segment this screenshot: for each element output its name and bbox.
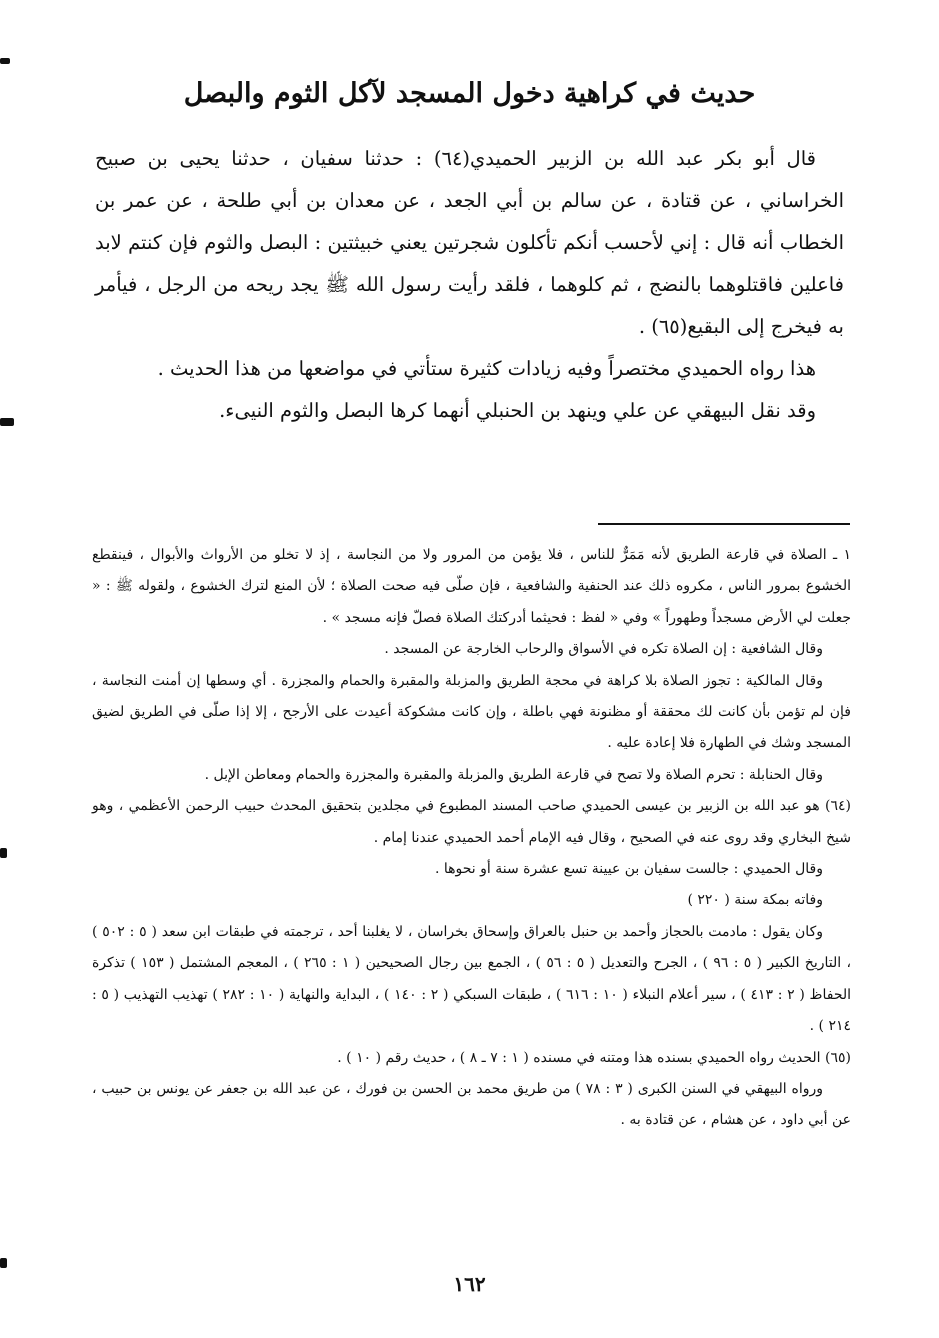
footnote: ورواه البيهقي في السنن الكبرى ( ٣ : ٧٨ ) من طريق محمد بن الحسن بن فورك ، عن عبد الله بن جعفر عن يونس بن حبيب ، عن أبي داود ، عن هشام ، عن قتادة به . bbox=[92, 1080, 851, 1129]
footnote: وكان يقول : مادمت بالحجاز وأحمد بن حنبل بالعراق وإسحاق بخراسان ، لا يغلبنا أحد ، ترجمته في طبقات ابن سعد ( ٥ : ٥٠٢ ) ، التاريخ الكبير ( ٥ : ٩٦ ) ، الجرح والتعديل ( ٥ : ٥٦ ) ، الجمع بين رجال الصحيحين ( ١ : ٢٦٥ ) ، المعجم المشتمل ( ١٥٣ ) تذكرة الحفاظ ( ٢ : ٤١٣ ) ، سير أعلام النبلاء ( ١٠ : ٦١٦ ) ، طبقات السبكي ( ٢ : ١٤٠ ) ، البداية والنهاية ( ١٠ : ٢٨٢ ) تهذيب التهذيب ( ٥ : ٢١٤ ) . bbox=[92, 923, 852, 1035]
chapter-title: حديث في كراهية دخول المسجد لآكل الثوم والبصل bbox=[183, 78, 756, 109]
scan-edge-mark bbox=[0, 418, 14, 426]
footnote: وقال الحنابلة : تحرم الصلاة ولا تصح في قارعة الطريق والمزبلة والمقبرة والمجزرة والحمام ومعاطن الإبل . bbox=[204, 766, 823, 783]
footnote-separator bbox=[598, 523, 850, 525]
scan-edge-mark bbox=[0, 58, 10, 64]
scan-edge-mark bbox=[0, 1258, 7, 1268]
main-paragraph: وقد نقل البيهقي عن علي وينهد بن الحنبلي أنهما كرها البصل والثوم النيىء. bbox=[219, 399, 816, 422]
footnote: (٦٥) الحديث رواه الحميدي بسنده هذا ومتنه في مسنده ( ١ : ٧ ـ ٨ ) ، حديث رقم ( ١٠ ) . bbox=[337, 1049, 851, 1066]
page-number: ١٦٢ bbox=[453, 1272, 486, 1296]
main-paragraph: هذا رواه الحميدي مختصراً وفيه زيادات كثيرة ستأتي في مواضعها من هذا الحديث . bbox=[157, 357, 816, 380]
main-paragraph: قال أبو بكر عبد الله بن الزبير الحميدي(٦٤) : حدثنا سفيان ، حدثنا يحيى بن صبيح الخراساني ، عن قتادة ، عن سالم بن أبي الجعد ، عن معدان بن أبي طلحة ، عن عمر بن الخطاب أنه قال : إني لأحسب أنكم تأكلون شجرتين يعني خبيثتين : البصل والثوم فإن كنتم لابد فاعلين فاقتلوهما بالنضج ، ثم كلوهما ، فلقد رأيت رسول الله ﷺ يجد ريحه من الرجل ، فيأمر به فيخرج إلى البقيع(٦٥) . bbox=[95, 147, 844, 338]
footnote: وقال المالكية : تجوز الصلاة بلا كراهة في محجة الطريق والمزبلة والمقبرة والحمام والمجزرة . أي وسطها إن أمنت النجاسة ، فإن لم تؤمن بأن كانت لك محققة أو مظنونة فهي باطلة ، وإن كانت مشكوكة أعيدت على الأرجح ، إلا إذا صلّى في الطريق لضيق المسجد وشك في الطهارة فلا إعادة عليه . bbox=[92, 672, 851, 752]
footnote: وقال الحميدي : جالست سفيان بن عيينة تسع عشرة سنة أو نحوها . bbox=[434, 861, 823, 878]
footnotes bbox=[92, 540, 851, 1137]
main-text bbox=[95, 138, 844, 432]
footnote: (٦٤) هو عبد الله بن الزبير بن عيسى الحميدي صاحب المسند المطبوع في مجلدين بتحقيق المحدث حبيب الرحمن الأعظمي ، وهو شيخ البخاري وقد روى عنه في الصحيح ، وقال فيه الإمام أحمد الحميدي عندنا إمام . bbox=[92, 798, 851, 846]
footnote: وقال الشافعية : إن الصلاة تكره في الأسواق والرحاب الخارجة عن المسجد . bbox=[384, 641, 823, 658]
footnote: ١ ـ الصلاة في قارعة الطريق لأنه مَمَرٌّ للناس ، فلا يؤمن من المرور ولا من النجاسة ، إذ لا تخلو من الأرواث والأبوال ، فينقطع الخشوع بمرور الناس ، مكروه ذلك عند الحنفية والشافعية ، فإن صلّى فيه صحت الصلاة ؛ لأن المنع لترك الخشوع ، ولقوله ﷺ : « جعلت لي الأرض مسجداً وطهوراً » وفي « لفظ : فحيثما أدركتك الصلاة فصلّ فإنه مسجد » . bbox=[92, 547, 851, 626]
footnote: وفاته بمكة سنة ( ٢٢٠ ) bbox=[687, 892, 823, 909]
scan-edge-mark bbox=[0, 848, 7, 858]
